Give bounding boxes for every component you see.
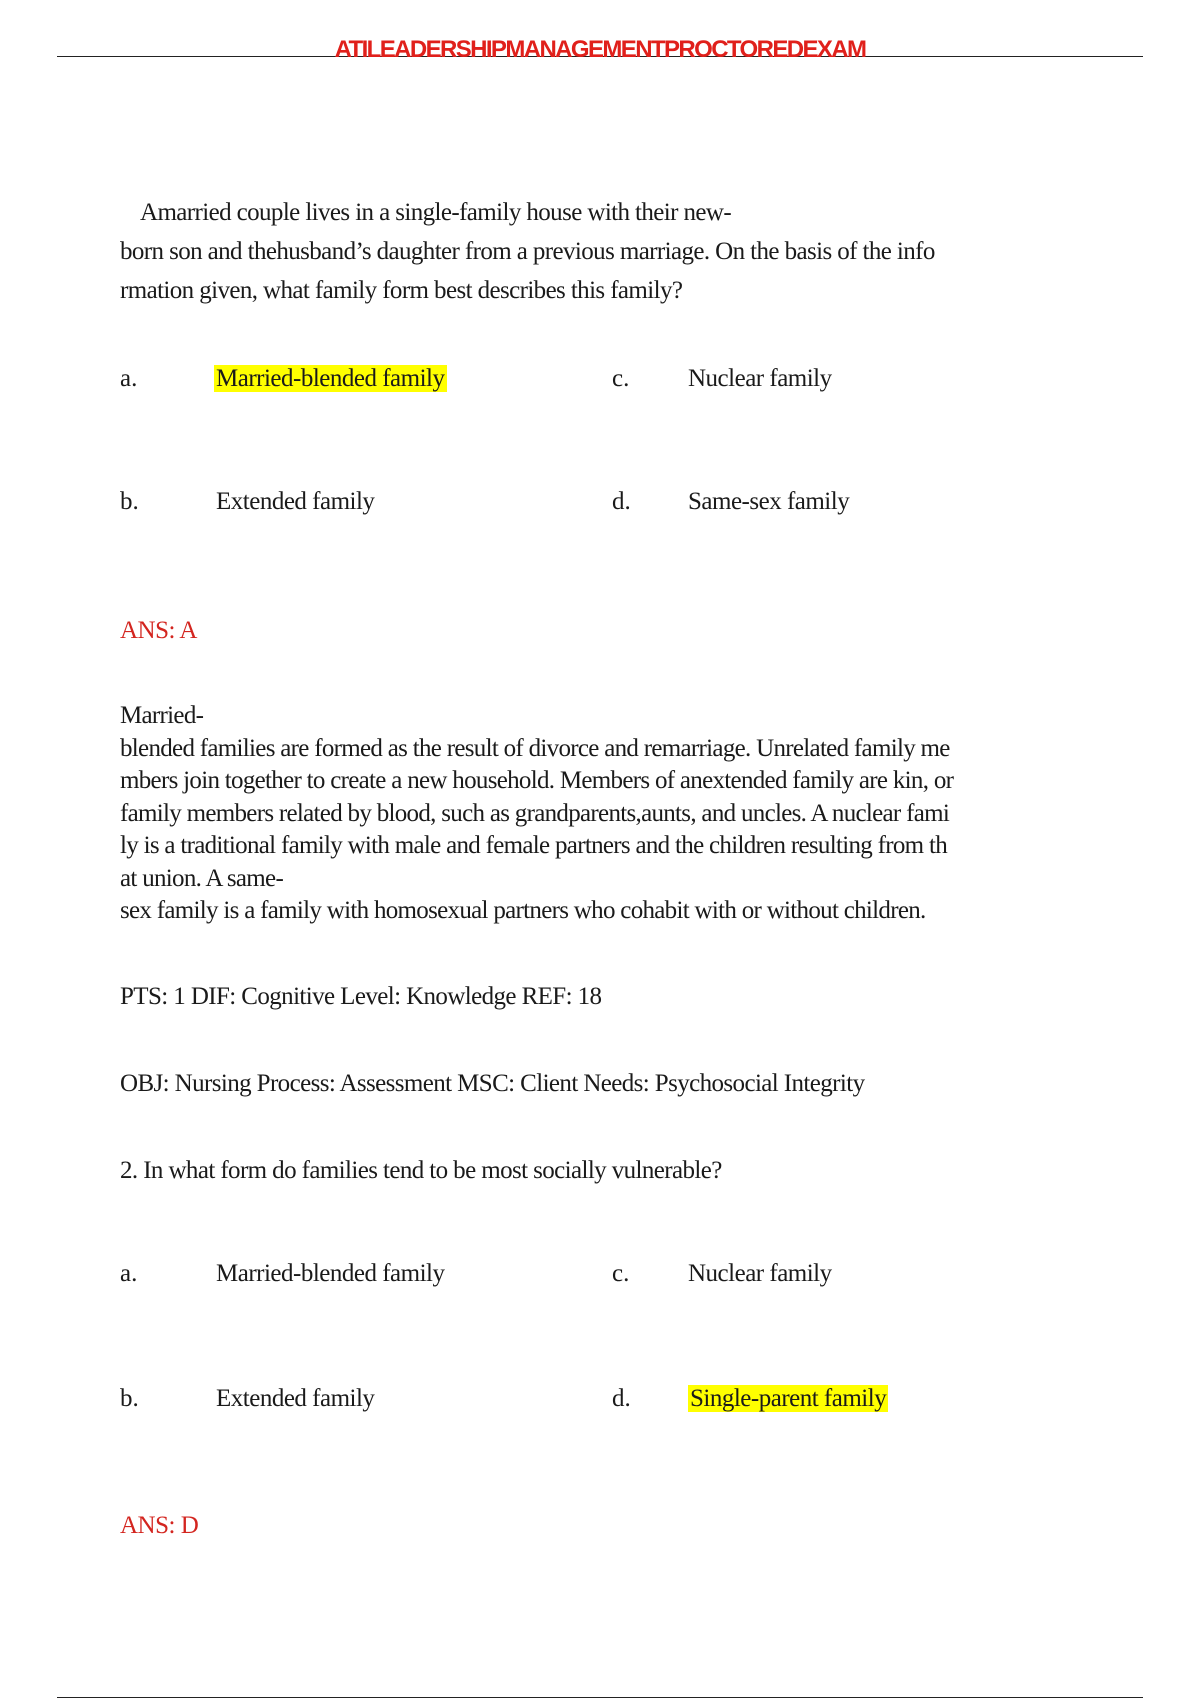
footer-rule [57, 1697, 1143, 1698]
q1-obj-line: OBJ: Nursing Process: Assessment MSC: Client Needs: Psychosocial Integrity [120, 1070, 865, 1097]
q2-option-d-text [688, 1383, 888, 1415]
q1-option-a-letter: a. [120, 365, 138, 392]
question-1-stem-line: Amarried couple lives in a single-family house with their new- [140, 199, 732, 226]
rationale-line: family members related by blood, such as grandparents,aunts, and uncles. A nuclear fami [120, 799, 950, 827]
q2-option-b-letter: b. [120, 1385, 139, 1412]
rationale-line: Married- [120, 702, 204, 729]
q1-pts-line: PTS: 1 DIF: Cognitive Level: Knowledge REF: 18 [120, 983, 602, 1010]
q1-option-d-text: Same-sex family [688, 488, 850, 515]
rationale-line: mbers join together to create a new household. Members of anextended family are kin, or [120, 767, 954, 794]
rationale-line: at union. A same- [120, 864, 284, 892]
rationale-line: blended families are formed as the result of divorce and remarriage. Unrelated family me [120, 734, 950, 762]
q1-option-d-letter: d. [612, 488, 631, 515]
q1-option-c-letter: c. [612, 365, 630, 392]
question-1-stem-line: born son and thehusband’s daughter from a previous marriage. On the basis of the info [120, 238, 935, 265]
question-1-stem-line: rmation given, what family form best describes this family? [120, 277, 683, 304]
question-1-stem [120, 193, 1090, 310]
q1-option-b-text: Extended family [216, 488, 375, 515]
q2-option-c-text: Nuclear family [688, 1260, 832, 1287]
q1-option-a-text [214, 363, 447, 395]
q2-answer: ANS: D [120, 1512, 199, 1539]
q2-option-c-letter: c. [612, 1260, 630, 1287]
q1-option-a-highlight: Married-blended family [216, 365, 445, 392]
q2-option-d-letter: d. [612, 1385, 631, 1412]
q1-answer: ANS: A [120, 617, 197, 644]
q1-option-c-text: Nuclear family [688, 365, 832, 392]
rationale-line: sex family is a family with homosexual partners who cohabit with or without children. [120, 897, 926, 924]
q2-option-b-text: Extended family [216, 1385, 375, 1412]
question-2-stem: 2. In what form do families tend to be most socially vulnerable? [120, 1157, 722, 1184]
q2-option-a-text: Married-blended family [216, 1260, 445, 1287]
q1-rationale [120, 700, 1100, 928]
rationale-line: ly is a traditional family with male and female partners and the children resulting from th [120, 832, 947, 859]
page-header-title: ATILEADERSHIPMANAGEMENTPROCTOREDEXAM [334, 36, 866, 63]
q2-option-a-letter: a. [120, 1260, 138, 1287]
q2-option-d-highlight: Single-parent family [690, 1385, 887, 1412]
q1-option-b-letter: b. [120, 488, 139, 515]
